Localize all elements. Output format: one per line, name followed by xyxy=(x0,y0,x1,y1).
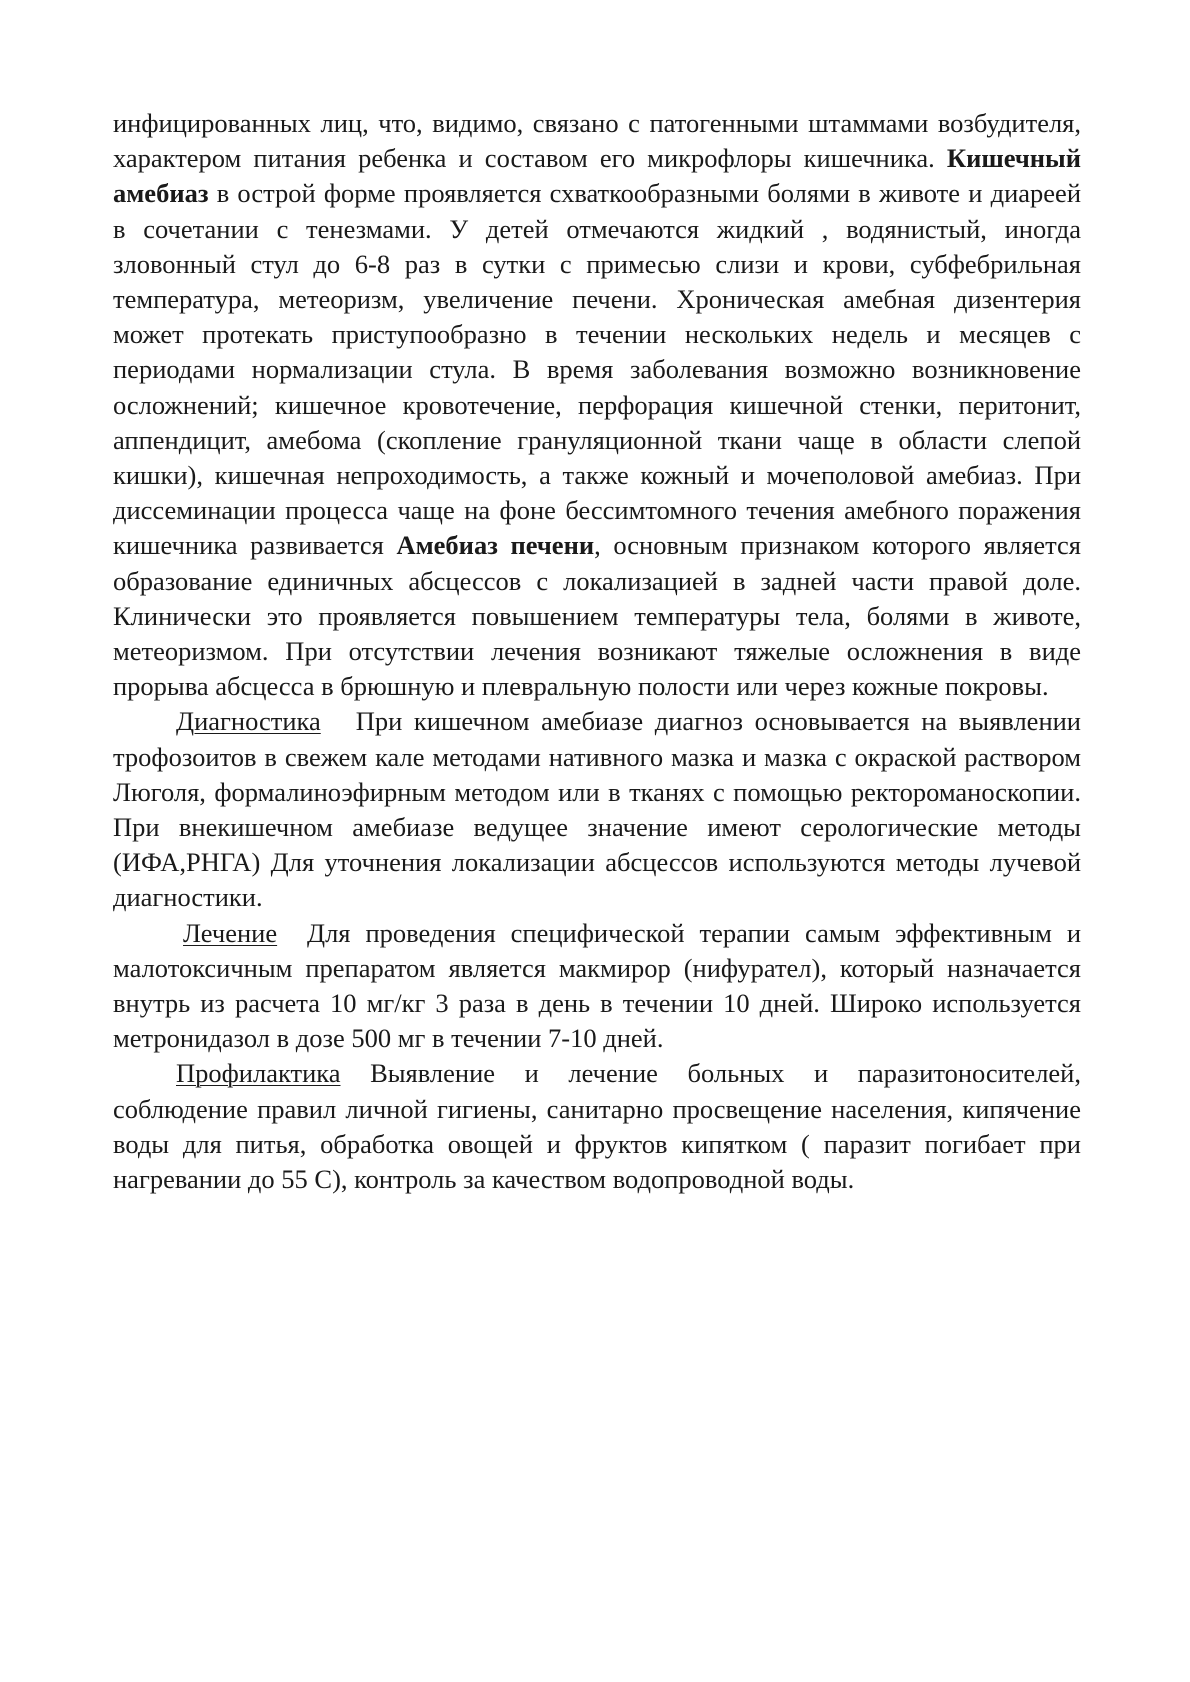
paragraph-diagnostics xyxy=(113,704,1088,915)
paragraph-prevention xyxy=(113,1056,1081,1197)
paragraph-text: При кишечном амебиазе диагноз основывается на выявлении трофозоитов в свежем кале методами нативного мазка и мазка с окраской раствором Люголя, формалиноэфирным методом или в тканях с помощью ректороманоскопии. При внекишечном амебиазе ведущее значение имеют серологические методы (ИФА,РНГА) Для уточнения локализации абсцессов используются методы лучевой диагностики. xyxy=(113,706,1088,913)
heading-diagnostics: Диагностика xyxy=(176,706,321,737)
paragraph-text: , основным признаком которого является образование единичных абсцессов с локализацией в задней части правой доле. Клинически это проявляется повышением температуры тела, болями в животе, метеоризмом. При отсутствии лечения возникают тяжелые осложнения в виде прорыва абсцесса в брюшную и плевральную полости или через кожные покровы. xyxy=(113,530,1081,702)
document-page xyxy=(113,106,1088,1197)
heading-prevention: Профилактика xyxy=(176,1058,341,1089)
paragraph-text: инфицированных лиц, что, видимо, связано с патогенными штаммами возбудителя, характером питания ребенка и составом его микрофлоры кишечника. xyxy=(113,108,1081,174)
paragraph-amebiasis-clinic xyxy=(113,106,1081,704)
term-intestinal-amebiasis: Кишечный амебиаз xyxy=(113,143,1081,209)
paragraph-treatment xyxy=(113,916,1088,1057)
heading-treatment: Лечение xyxy=(183,917,278,948)
paragraph-text: Для проведения специфической терапии самым эффективным и малотоксичным препаратом является макмирор (нифурател), который назначается внутрь из расчета 10 мг/кг 3 раза в день в течении 10 дней. Широко используется метронидазол в дозе 500 мг в течении 7-10 дней. xyxy=(113,917,1088,1054)
paragraph-text: Выявление и лечение больных и паразитоносителей, соблюдение правил личной гигиены, санитарно просвещение населения, кипячение воды для питья, обработка овощей и фруктов кипятком ( паразит погибает при нагревании до 55 С), контроль за качеством водопроводной воды. xyxy=(113,1058,1081,1195)
paragraph-text: в острой форме проявляется схваткообразными болями в животе и диареей в сочетании с тенезмами. У детей отмечаются жидкий , водянистый, иногда зловонный стул до 6-8 раз в сутки с примесью слизи и крови, субфебрильная температура, метеоризм, увеличение печени. Хроническая амебная дизентерия может протекать приступообразно в течении нескольких недель и месяцев с периодами нормализации стула. В время заболевания возможно возникновение осложнений; кишечное кровотечение, перфорация кишечной стенки, перитонит, аппендицит, амебома (скопление грануляционной ткани чаще в области слепой кишки), кишечная непроходимость, а также кожный и мочеполовой амебиаз. При диссеминации процесса чаще на фоне бессимтомного течения амебного поражения кишечника развивается xyxy=(113,178,1081,561)
term-liver-amebiasis: Амебиаз печени xyxy=(396,530,595,561)
